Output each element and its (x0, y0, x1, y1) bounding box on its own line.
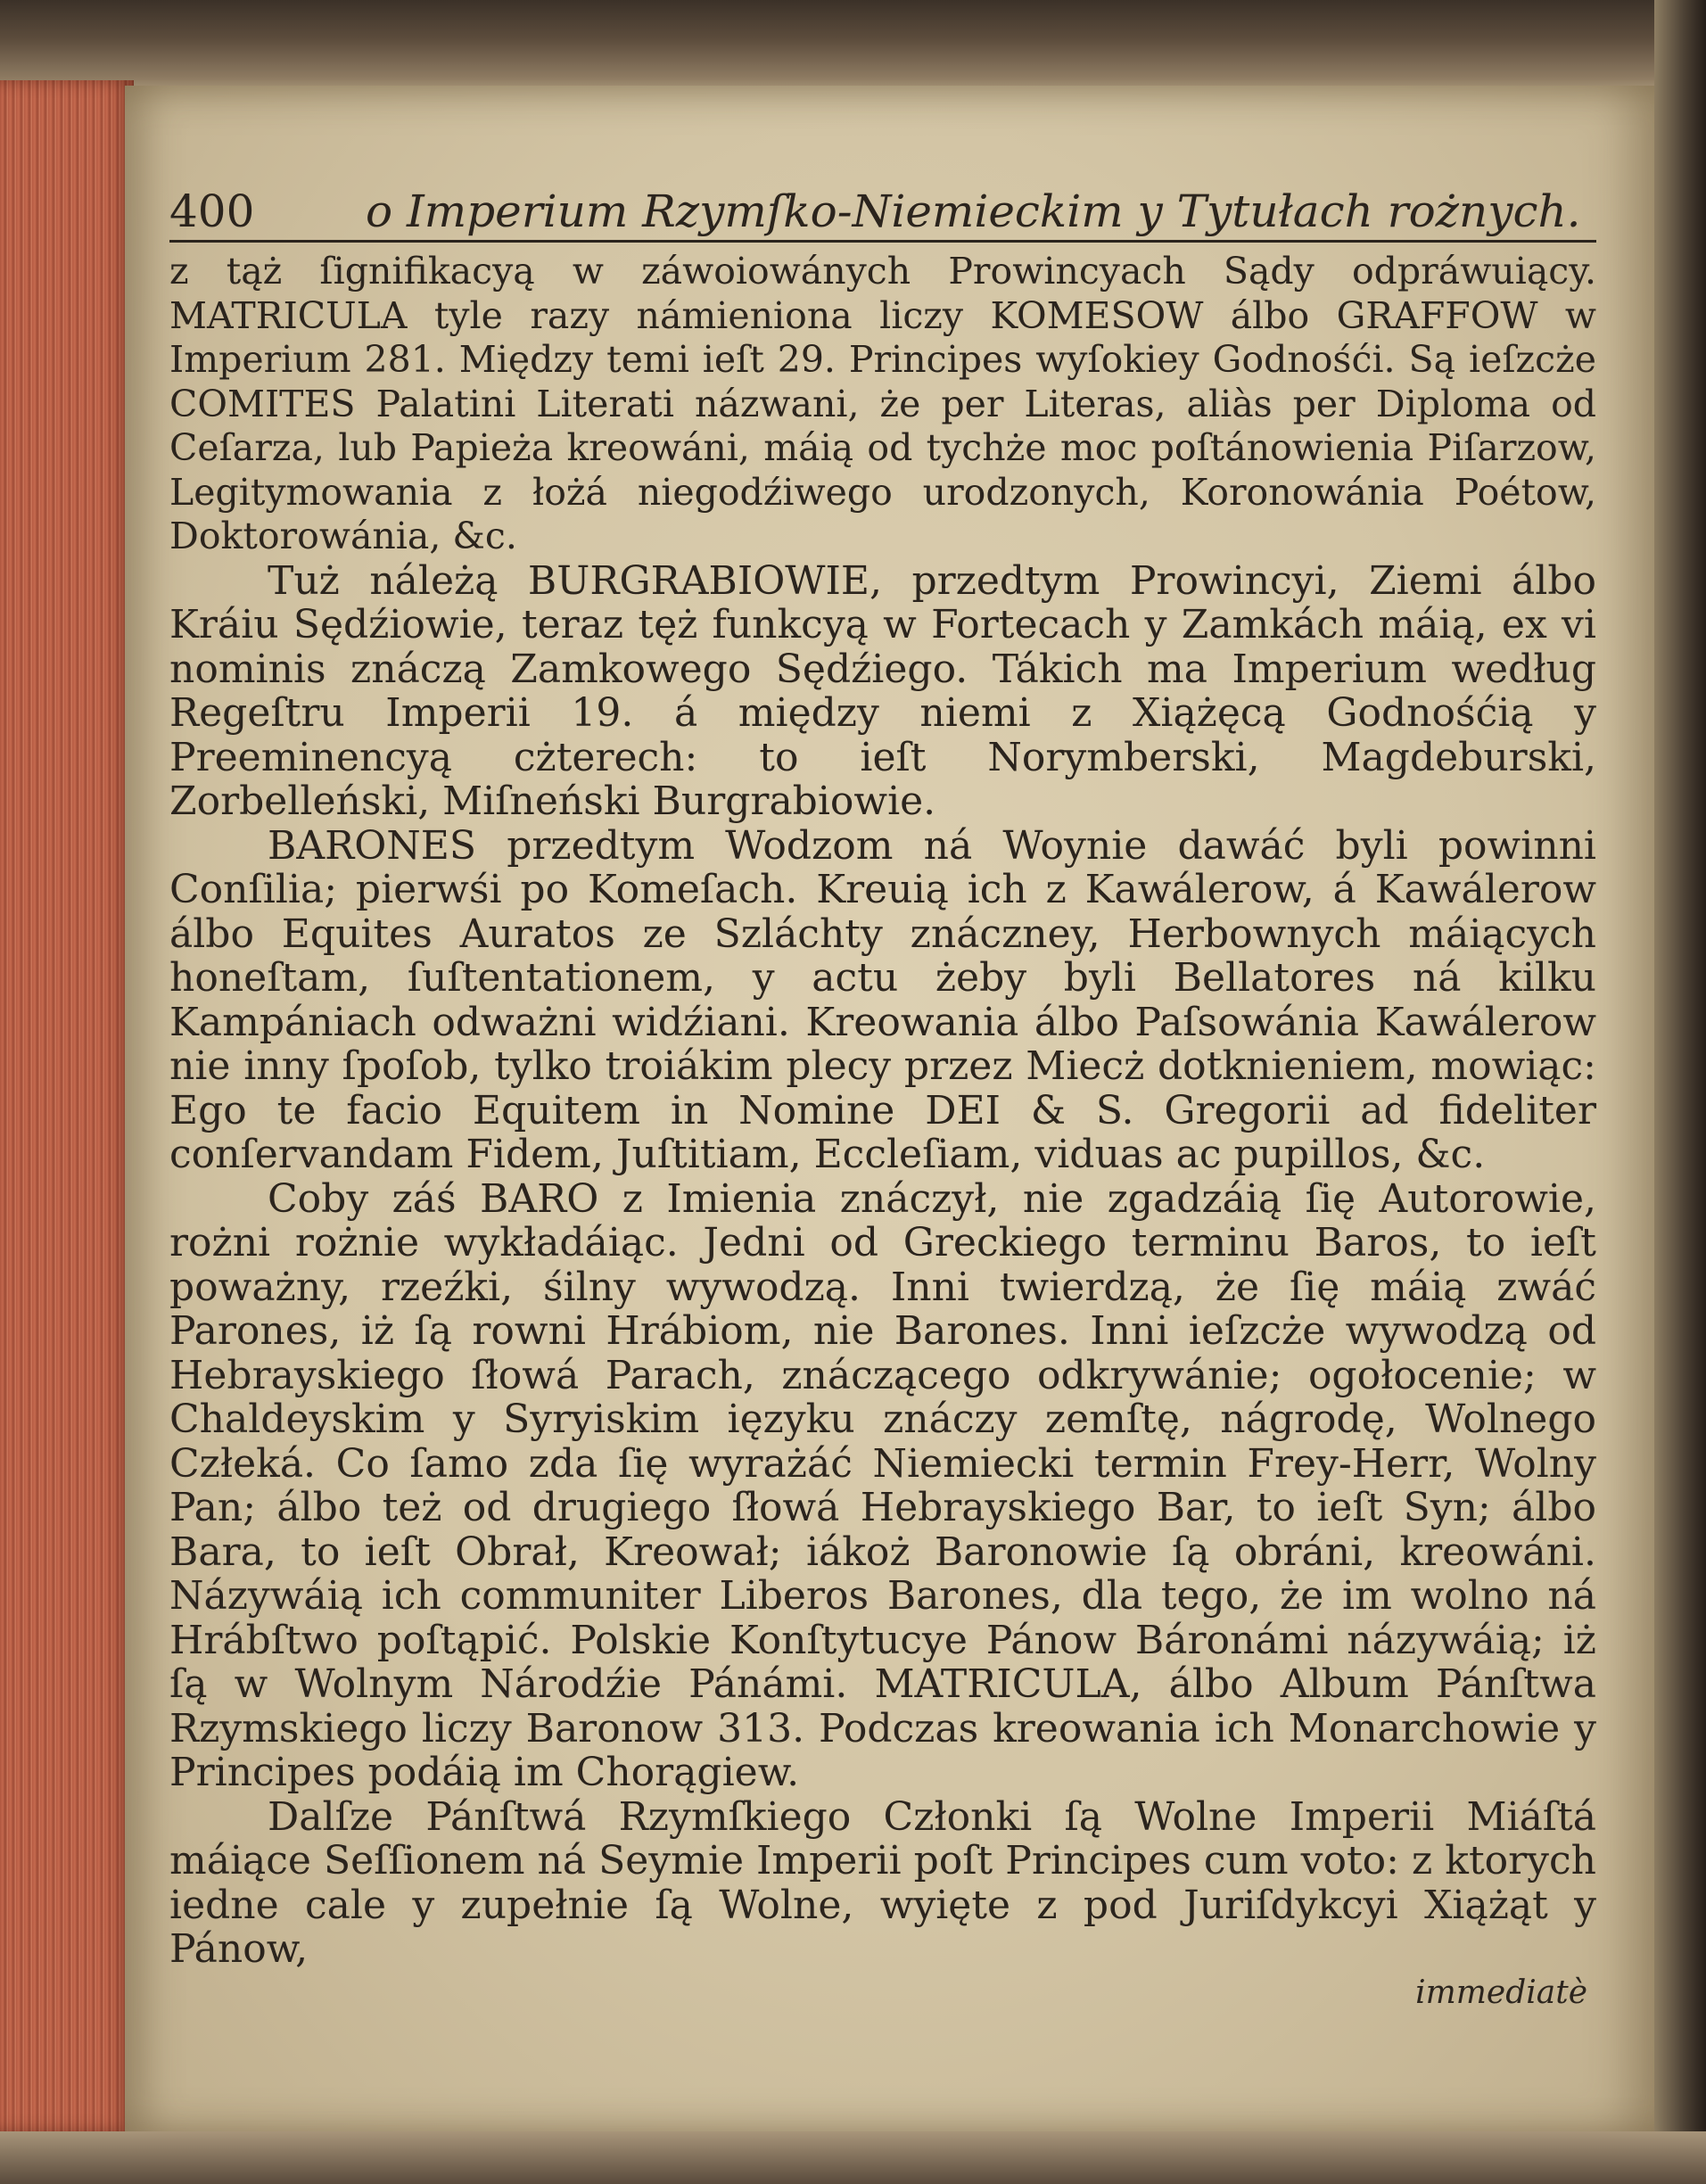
catchword: immediatè (1415, 1974, 1587, 2011)
book-top-edge (0, 0, 1706, 98)
running-title: o Imperium Rzymſko-Niemieckim y Tytułach rożnych. (366, 185, 1581, 237)
book-gutter (1654, 0, 1706, 2184)
paragraph: z tąż ſignifikacyą w záwoiowánych Prowincyach Sądy odpráwuiący. MATRICULA tyle razy námieniona liczy KOMESOW álbo GRAFFOW w Imperium 281. Między temi ieſt 29. Principes wyſokiey Godnośći. Są ieſzcże COMITES Palatini Literati názwani, że per Literas, aliàs per Diploma od Ceſarza, lub Papieża kreowáni, máią od tychże moc poſtánowienia Piſarzow, Legitymowania z łożá niegodźiwego urodzonych, Koronowánia Poétow, Doktorowánia, &c. (169, 250, 1596, 557)
book-bottom-edge (0, 2131, 1706, 2184)
paragraph: Tuż náleżą BURGRABIOWIE, przedtym Prowincyi, Ziemi álbo Kráiu Sędźiowie, teraz tęż funkcyą w Fortecach y Zamkách máią, ex vi nominis znáczą Zamkowego Sędźiego. Tákich ma Imperium według Regeſtru Imperii 19. á między niemi z Xiążęcą Godnośćią y Preeminencyą cżterech: to ieſt Norymberski, Magdeburski, Zorbelleński, Miſneński Burgrabiowie. (169, 557, 1596, 824)
paragraph: Dalſze Pánſtwá Rzymſkiego Członki ſą Wolne Imperii Miáſtá máiące Seſſionem ná Seymie Imperii poſt Principes cum voto: z ktorych iedne cale y zupełnie ſą Wolne, wyięte z pod Juriſdykcyi Xiążąt y Pánow, (169, 1793, 1596, 1972)
paragraph: BARONES przedtym Wodzom ná Woynie dawáć byli powinni Conſilia; pierwśi po Komeſach. Kreuią ich z Kawálerow, á Kawálerow álbo Equites Auratos ze Szláchty znáczney, Herbownych máiących honeſtam, ſuſtentationem, y actu żeby byli Bellatores ná kilku Kampániach odważni widźiani. Kreowania álbo Paſsowánia Kawálerow nie inny ſpoſob, tylko troiákim plecy przez Miecż dotknieniem, mowiąc: Ego te facio Equitem in Nomine DEI & S. Gregorii ad fideliter conſervandam Fidem, Juſtitiam, Eccleſiam, viduas ac pupillos, &c. (169, 822, 1596, 1177)
body-text (169, 250, 1596, 1972)
page-text-block (169, 183, 1596, 2011)
paragraph: Coby záś BARO z Imienia znáczył, nie zgadzáią ſię Autorowie, rożni rożnie wykładáiąc. Jedni od Greckiego terminu Baros, to ieſt poważny, rzeźki, śilny wywodzą. Inni twierdzą, że ſię máią zwáć Parones, iż ſą rowni Hrábiom, nie Barones. Inni ieſzcże wywodzą od Hebrayskiego ſłowá Parach, znáczącego odkrywánie; ogołocenie; w Chaldeyskim y Syryiskim ięzyku znáczy zemſtę, nágrodę, Wolnego Człeká. Co ſamo zda ſię wyrażáć Niemiecki termin Frey-Herr, Wolny Pan; álbo też od drugiego ſłowá Hebrayskiego Bar, to ieſt Syn; álbo Bara, to ieſt Obrał, Kreował; iákoż Baronowie ſą obráni, kreowáni. Názywáią ich communiter Liberos Barones, dla tego, że im wolno ná Hrábſtwo poſtąpić. Polskie Konſtytucye Pánow Báronámi názywáią; iż ſą w Wolnym Národźie Pánámi. MATRICULA, álbo Album Pánſtwa Rzymskiego liczy Baronow 313. Podczas kreowania ich Monarchowie y Principes podáią im Chorągiew. (169, 1175, 1596, 1795)
page-number: 400 (169, 185, 255, 237)
page-block-edge (0, 80, 134, 2131)
running-head (169, 183, 1596, 243)
